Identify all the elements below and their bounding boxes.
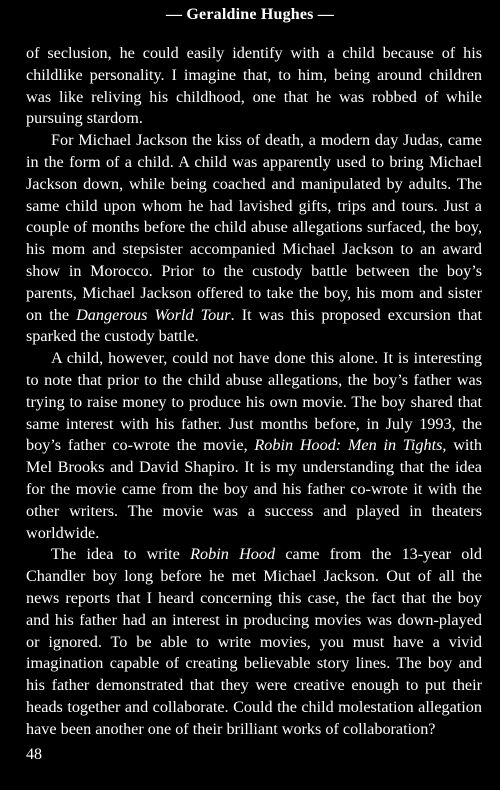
text-run: The idea to write <box>51 545 191 564</box>
text-run: of seclusion, he could easily identify with a child because of his childlike personality. I imagine that, to him, being around children was like reliving his childhood, one that he was robbed of while pursuing stardom. <box>26 44 482 128</box>
body-text <box>26 43 482 741</box>
paragraph <box>26 348 482 544</box>
italic-title: Dangerous World Tour <box>76 305 231 324</box>
paragraph <box>26 130 482 348</box>
text-run: , with Mel Brooks and David Shapiro. It is my understanding that the idea for the movie came from the boy and his father co-wrote it with the other writers. The movie was a success and played in theaters worldwide. <box>26 436 482 542</box>
paragraph <box>26 544 482 740</box>
text-run: For Michael Jackson the kiss of death, a modern day Judas, came in the form of a child. A child was apparently used to bring Michael Jackson down, while being coached and manipulated by adults. The same child upon whom he had lavished gifts, trips and tours. Just a couple of months before the child abuse allegations surfaced, the boy, his mom and stepsister accompanied Michael Jackson to an award show in Morocco. Prior to the custody battle between the boy’s parents, Michael Jackson offered to take the boy, his mom and sister on the <box>26 131 482 324</box>
text-run: came from the 13-year old Chandler boy long before he met Michael Jackson. Out of all the news reports that I heard concerning this case, the fact that the boy and his father had an interest in producing movies was down-played or ignored. To be able to write movies, you must have a vivid imagination capable of creating believable story lines. The boy and his father demonstrated that they were creative enough to put their heads together and collaborate. Could the child molestation allegation have been another one of their brilliant works of collaboration? <box>26 545 482 738</box>
page-number: 48 <box>26 746 42 763</box>
italic-title: Robin Hood <box>190 545 276 564</box>
text-run: . It was this proposed excursion that sparked the custody battle. <box>26 305 483 346</box>
italic-title: Robin Hood: Men in Tights <box>254 436 443 455</box>
text-run: A child, however, could not have done this alone. It is interesting to note that prior to the child abuse allegations, the boy’s father was trying to raise money to produce his own movie. The boy shared that same interest with his father. Just months before, in July 1993, the boy’s father co-wrote the movie, <box>26 349 482 455</box>
paragraph <box>26 43 482 130</box>
running-header: — Geraldine Hughes — <box>165 6 334 23</box>
